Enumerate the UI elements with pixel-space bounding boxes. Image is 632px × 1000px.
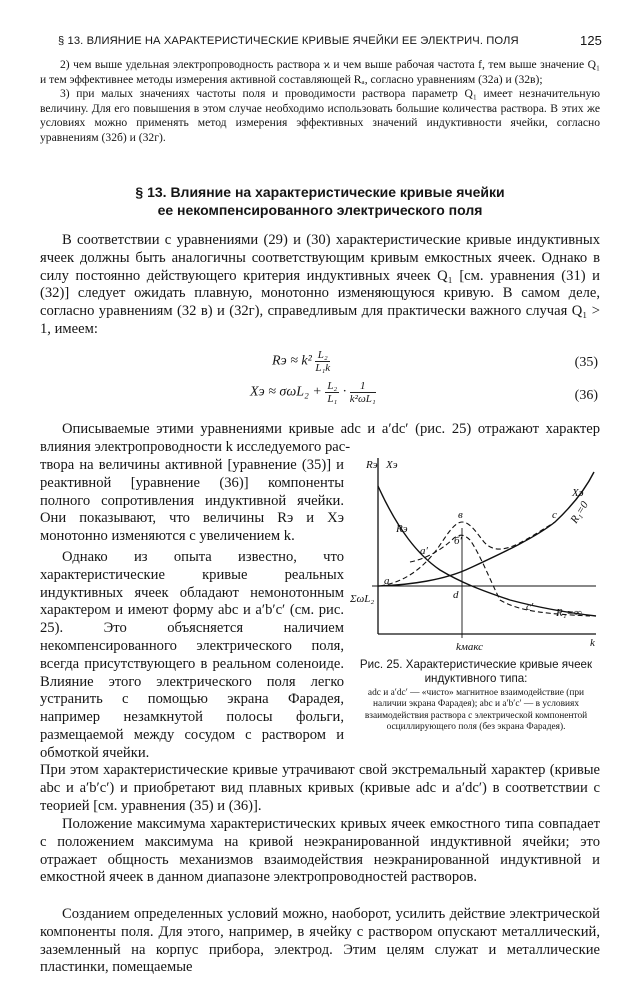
figure-caption: [350, 658, 602, 734]
x-axis-label: k: [590, 637, 595, 649]
equation-35-label: (35): [574, 355, 598, 370]
paragraph-2: Описываемые этими уравнениями кривые adc и a′dc′ (рис. 25) отражают характер влияния электропроводности k исследуемого рас-: [40, 421, 600, 455]
column-text-1: твора на величины активной [уравнение (35)] и реактивной [уравнение (36)] компоненты полного сопротивления индуктивной ячейки. Они показывают, что величины Rэ и Xэ монотонно изменяются с увеличением k.: [40, 457, 344, 545]
curve-r-label: Rэ: [396, 523, 408, 535]
y-axis-label-r: Rэ: [366, 459, 378, 471]
label-c: c: [552, 509, 557, 521]
label-c-prime: c′: [526, 601, 534, 613]
kmax-label: kмакс: [456, 641, 484, 653]
paragraph-1: В соответствии с уравнениями (29) и (30) характеристические кривые индуктивных ячеек должны быть аналогичны соответствующим кривым емкостных ячеек. Однако в силу постоянно действующего критерия индуктивных ячеек Q₁ [см. уравнения (31) и (32)] следует ожидать плавную, монотонно изменяющуюся кривую. В самом деле, согласно уравнениям (32 в) и (32г), справедливым для практически важного случая Q₁ > 1, имеем:: [40, 232, 600, 337]
column-text-2: Однако из опыта известно, что характеристические кривые реальных индуктивных ячеек обладают немонотонным характером и имеют форму abc и a′b′c′ (см. рис. 25). Это объясняется наличием некомпенсированного электрического поля, всегда присутствующего в реальном соленоиде. Влияние этого электрического поля легко устранить с помощью экрана Фарадея, например незамкнутой полосы фольги, размещаемой между сосудом с раствором и обмоткой ячейки.: [40, 549, 344, 761]
paragraph-3: При этом характеристические кривые утрачивают свой экстремальный характер (кривые abc и a′b′c′) и приобретают вид плавных кривых (кривые adc и a′dc′) в соответствии с теорией [см. уравнения (35) и (36)].: [40, 762, 600, 814]
page-number: 125: [580, 33, 602, 48]
running-header-title: § 13. ВЛИЯНИЕ НА ХАРАКТЕРИСТИЧЕСКИЕ КРИВЫЕ ЯЧЕЙКИ ЕЕ ЭЛЕКТРИЧ. ПОЛЯ: [58, 35, 519, 47]
paragraph-5: Созданием определенных условий можно, наоборот, усилить действие электрической компоненты поля. Для этого, например, в ячейку с раствором опускают металлический, заземленный на корпус прибора, электрод. Этим целям служат и металлические пластинки, помещаемые: [40, 906, 600, 976]
intro-item-2: 2) чем выше удельная электропроводность раствора ϰ и чем выше рабочая частота f, тем выше значение Q₁ и тем эффективнее методы измерения активной составляющей Rₐ, согласно уравнениям (32а) и (32в);: [40, 58, 600, 86]
label-r1-zero: R₁=0: [568, 499, 591, 526]
intro-block: [40, 58, 600, 146]
label-r1-inf: R₁=∞: [556, 607, 582, 619]
curve-a-prime-b-prime-c-prime: [410, 535, 590, 616]
equation-36-label: (36): [574, 388, 598, 403]
figure-25: [350, 450, 602, 662]
curve-x-smooth: [378, 472, 594, 586]
y-axis-label-x: Xэ: [386, 459, 398, 471]
label-a: a: [384, 575, 390, 587]
figure-caption-title: Рис. 25. Характеристические кривые ячеек индуктивного типа:: [359, 658, 593, 685]
curve-x-label: Xэ: [572, 487, 584, 499]
running-header: [40, 33, 600, 51]
label-a-prime: a′: [420, 545, 428, 557]
section-title: § 13. Влияние на характеристические кривые ячейки ее некомпенсированного электрического поля: [135, 184, 505, 218]
sigma-label: ΣωL₂: [350, 593, 375, 605]
label-b-prime: б′: [454, 535, 462, 547]
label-b: в: [458, 509, 463, 521]
curve-r-smooth: [378, 486, 596, 616]
paragraph-4: Положение максимума характеристических кривых ячеек емкостного типа совпадает с положением максимума на кривой неэкранированной индуктивной ячейки; это отражает общность механизмов взаимодействия неэкранированной индуктивной и емкостной ячеек в данном диапазоне электропроводностей растворов.: [40, 816, 600, 886]
intro-item-3: 3) при малых значениях частоты поля и проводимости раствора параметр Q₁ имеет незначительную величину. Для его повышения в этом случае необходимо использовать большие количества раствора. В этих же условиях можно применять метод измерения эффективных значений индуктивности ячейки, согласно уравнениям (32б) и (32г).: [40, 87, 600, 144]
figure-caption-text: adc и a′dc′ — «чисто» магнитное взаимодействие (при наличии экрана Фарадея); abc и a′b′c′ — в условиях взаимодействия раствора с электрической компонентой осциллирующего поля (без экрана Фарадея).: [364, 688, 588, 733]
label-d: d: [453, 589, 459, 601]
